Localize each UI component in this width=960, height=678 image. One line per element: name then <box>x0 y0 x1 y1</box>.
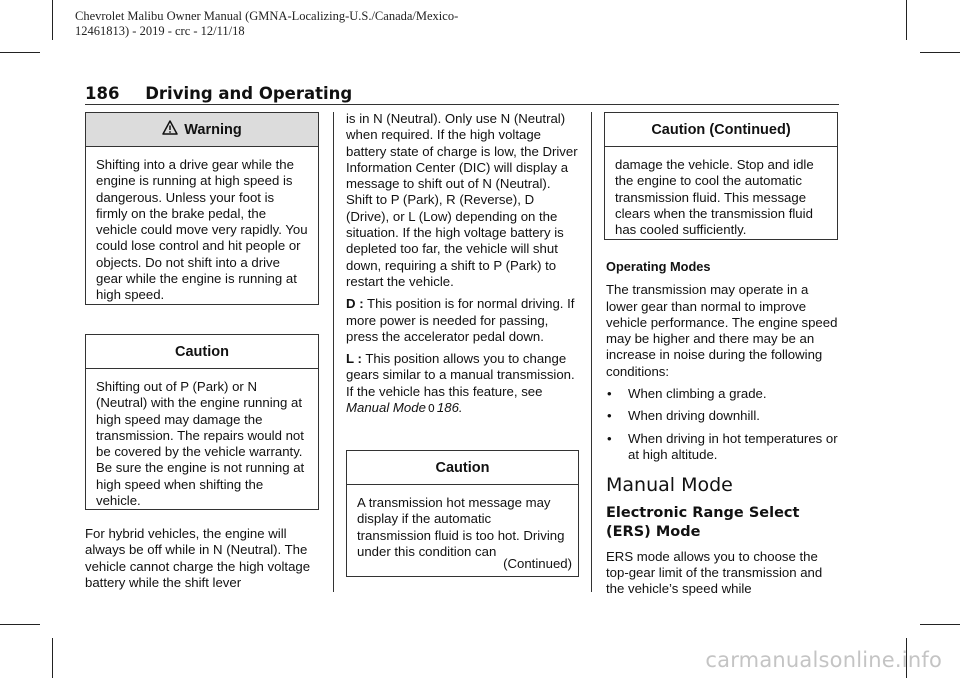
caution-text: A transmission hot message may display if the automatic transmission fluid is too hot. Driving under this condition can <box>357 495 565 559</box>
caution-box-header <box>86 335 318 369</box>
cross-reference-page[interactable]: 186. <box>436 400 463 416</box>
crop-mark <box>52 638 53 678</box>
caution-text: damage the vehicle. Stop and idle the engine to cool the automatic transmission fluid. This message clears when the transmission fluid has cooled sufficiently. <box>615 157 814 238</box>
column-separator <box>591 112 592 592</box>
position-text: This position allows you to change gears similar to a manual transmission. If the vehicle has this feature, see <box>346 351 575 399</box>
column-1-text <box>85 526 325 597</box>
paragraph: is in N (Neutral). Only use N (Neutral) when required. If the high voltage battery state of charge is low, the Driver Information Center (DIC) will display a message to shift out of N (Neutral). Shift to P (Park), R (Reverse), D (Drive), or L (Low) depending on the situation. If the high voltage battery is depleted too far, the vehicle will shut down, requiring a shift to P (Park) to restart the vehicle. <box>346 111 578 289</box>
page-header <box>85 84 352 103</box>
caution-title: Caution <box>175 343 229 360</box>
warning-text: Shifting into a drive gear while the engine is running at high speed is dangerous. Unless your foot is firmly on the brake pedal, the vehicle could move very rapidly. You could lose control and hit people or objects. Do not shift into a drive gear while the engine is running at high speed. <box>96 157 308 303</box>
column-separator <box>333 112 334 592</box>
position-label: D : <box>346 296 364 312</box>
warning-title: Warning <box>184 121 242 138</box>
crop-mark <box>52 0 53 40</box>
crop-mark <box>920 52 960 53</box>
paragraph: The transmission may operate in a lower gear than normal to improve vehicle performance. The engine speed may be higher and there may be an increase in noise during the following conditions: <box>606 282 838 379</box>
operating-modes-heading: Operating Modes <box>606 259 711 274</box>
crop-mark <box>920 624 960 625</box>
shift-position-d <box>346 296 580 345</box>
header-rule <box>85 104 839 105</box>
list-item <box>606 431 840 464</box>
caution-text: Shifting out of P (Park) or N (Neutral) with the engine running at high speed may damage the transmission. The repairs would not be covered by the vehicle warranty. Be sure the engine is not running at high speed when shifting the vehicle. <box>96 379 305 509</box>
bullet: • <box>607 408 612 424</box>
conditions-list <box>606 386 840 463</box>
document-meta <box>75 9 458 39</box>
caution-box <box>346 450 579 577</box>
list-item-text: When climbing a grade. <box>628 386 767 402</box>
column-2-text <box>346 111 580 423</box>
caution-title: Caution <box>435 459 490 476</box>
list-item <box>606 408 840 424</box>
list-item-text: When driving in hot temperatures or at high altitude. <box>628 430 838 462</box>
bullet: • <box>607 430 612 446</box>
bullet: • <box>607 386 612 402</box>
page-number: 186 <box>85 84 120 103</box>
ers-heading: Electronic Range Select (ERS) Mode <box>606 504 800 540</box>
position-label: L : <box>346 351 362 367</box>
crop-mark <box>906 0 907 40</box>
caution-box-header <box>347 451 578 485</box>
continued-label: (Continued) <box>503 556 572 571</box>
cross-reference-link[interactable]: Manual Mode <box>346 400 426 416</box>
meta-line: Chevrolet Malibu Owner Manual (GMNA-Localizing-U.S./Canada/Mexico- <box>75 9 459 23</box>
list-item <box>606 386 840 402</box>
caution-box <box>85 334 319 510</box>
position-text: This position is for normal driving. If more power is needed for passing, press the accelerator pedal down. <box>346 296 575 344</box>
warning-triangle-icon <box>162 120 178 139</box>
manual-mode-heading: Manual Mode <box>606 474 733 497</box>
meta-line: 12461813) - 2019 - crc - 12/11/18 <box>75 24 245 38</box>
page-reference-arrow-icon: 0 <box>427 402 435 416</box>
list-item-text: When driving downhill. <box>628 408 760 424</box>
caution-title: Caution (Continued) <box>651 121 791 138</box>
caution-continued-box <box>604 112 838 240</box>
shift-position-l <box>346 351 580 417</box>
caution-box-header <box>605 113 837 147</box>
column-3-text <box>606 259 840 603</box>
paragraph: ERS mode allows you to choose the top-gear limit of the transmission and the vehicle’s speed while <box>606 548 823 597</box>
paragraph: For hybrid vehicles, the engine will always be off while in N (Neutral). The vehicle cannot charge the high voltage battery while the shift lever <box>85 526 311 590</box>
crop-mark <box>0 52 40 53</box>
crop-mark <box>0 624 40 625</box>
watermark: carmanualsonline.info <box>705 648 942 672</box>
warning-box-header <box>86 113 318 147</box>
warning-box <box>85 112 319 305</box>
section-title: Driving and Operating <box>145 84 353 103</box>
